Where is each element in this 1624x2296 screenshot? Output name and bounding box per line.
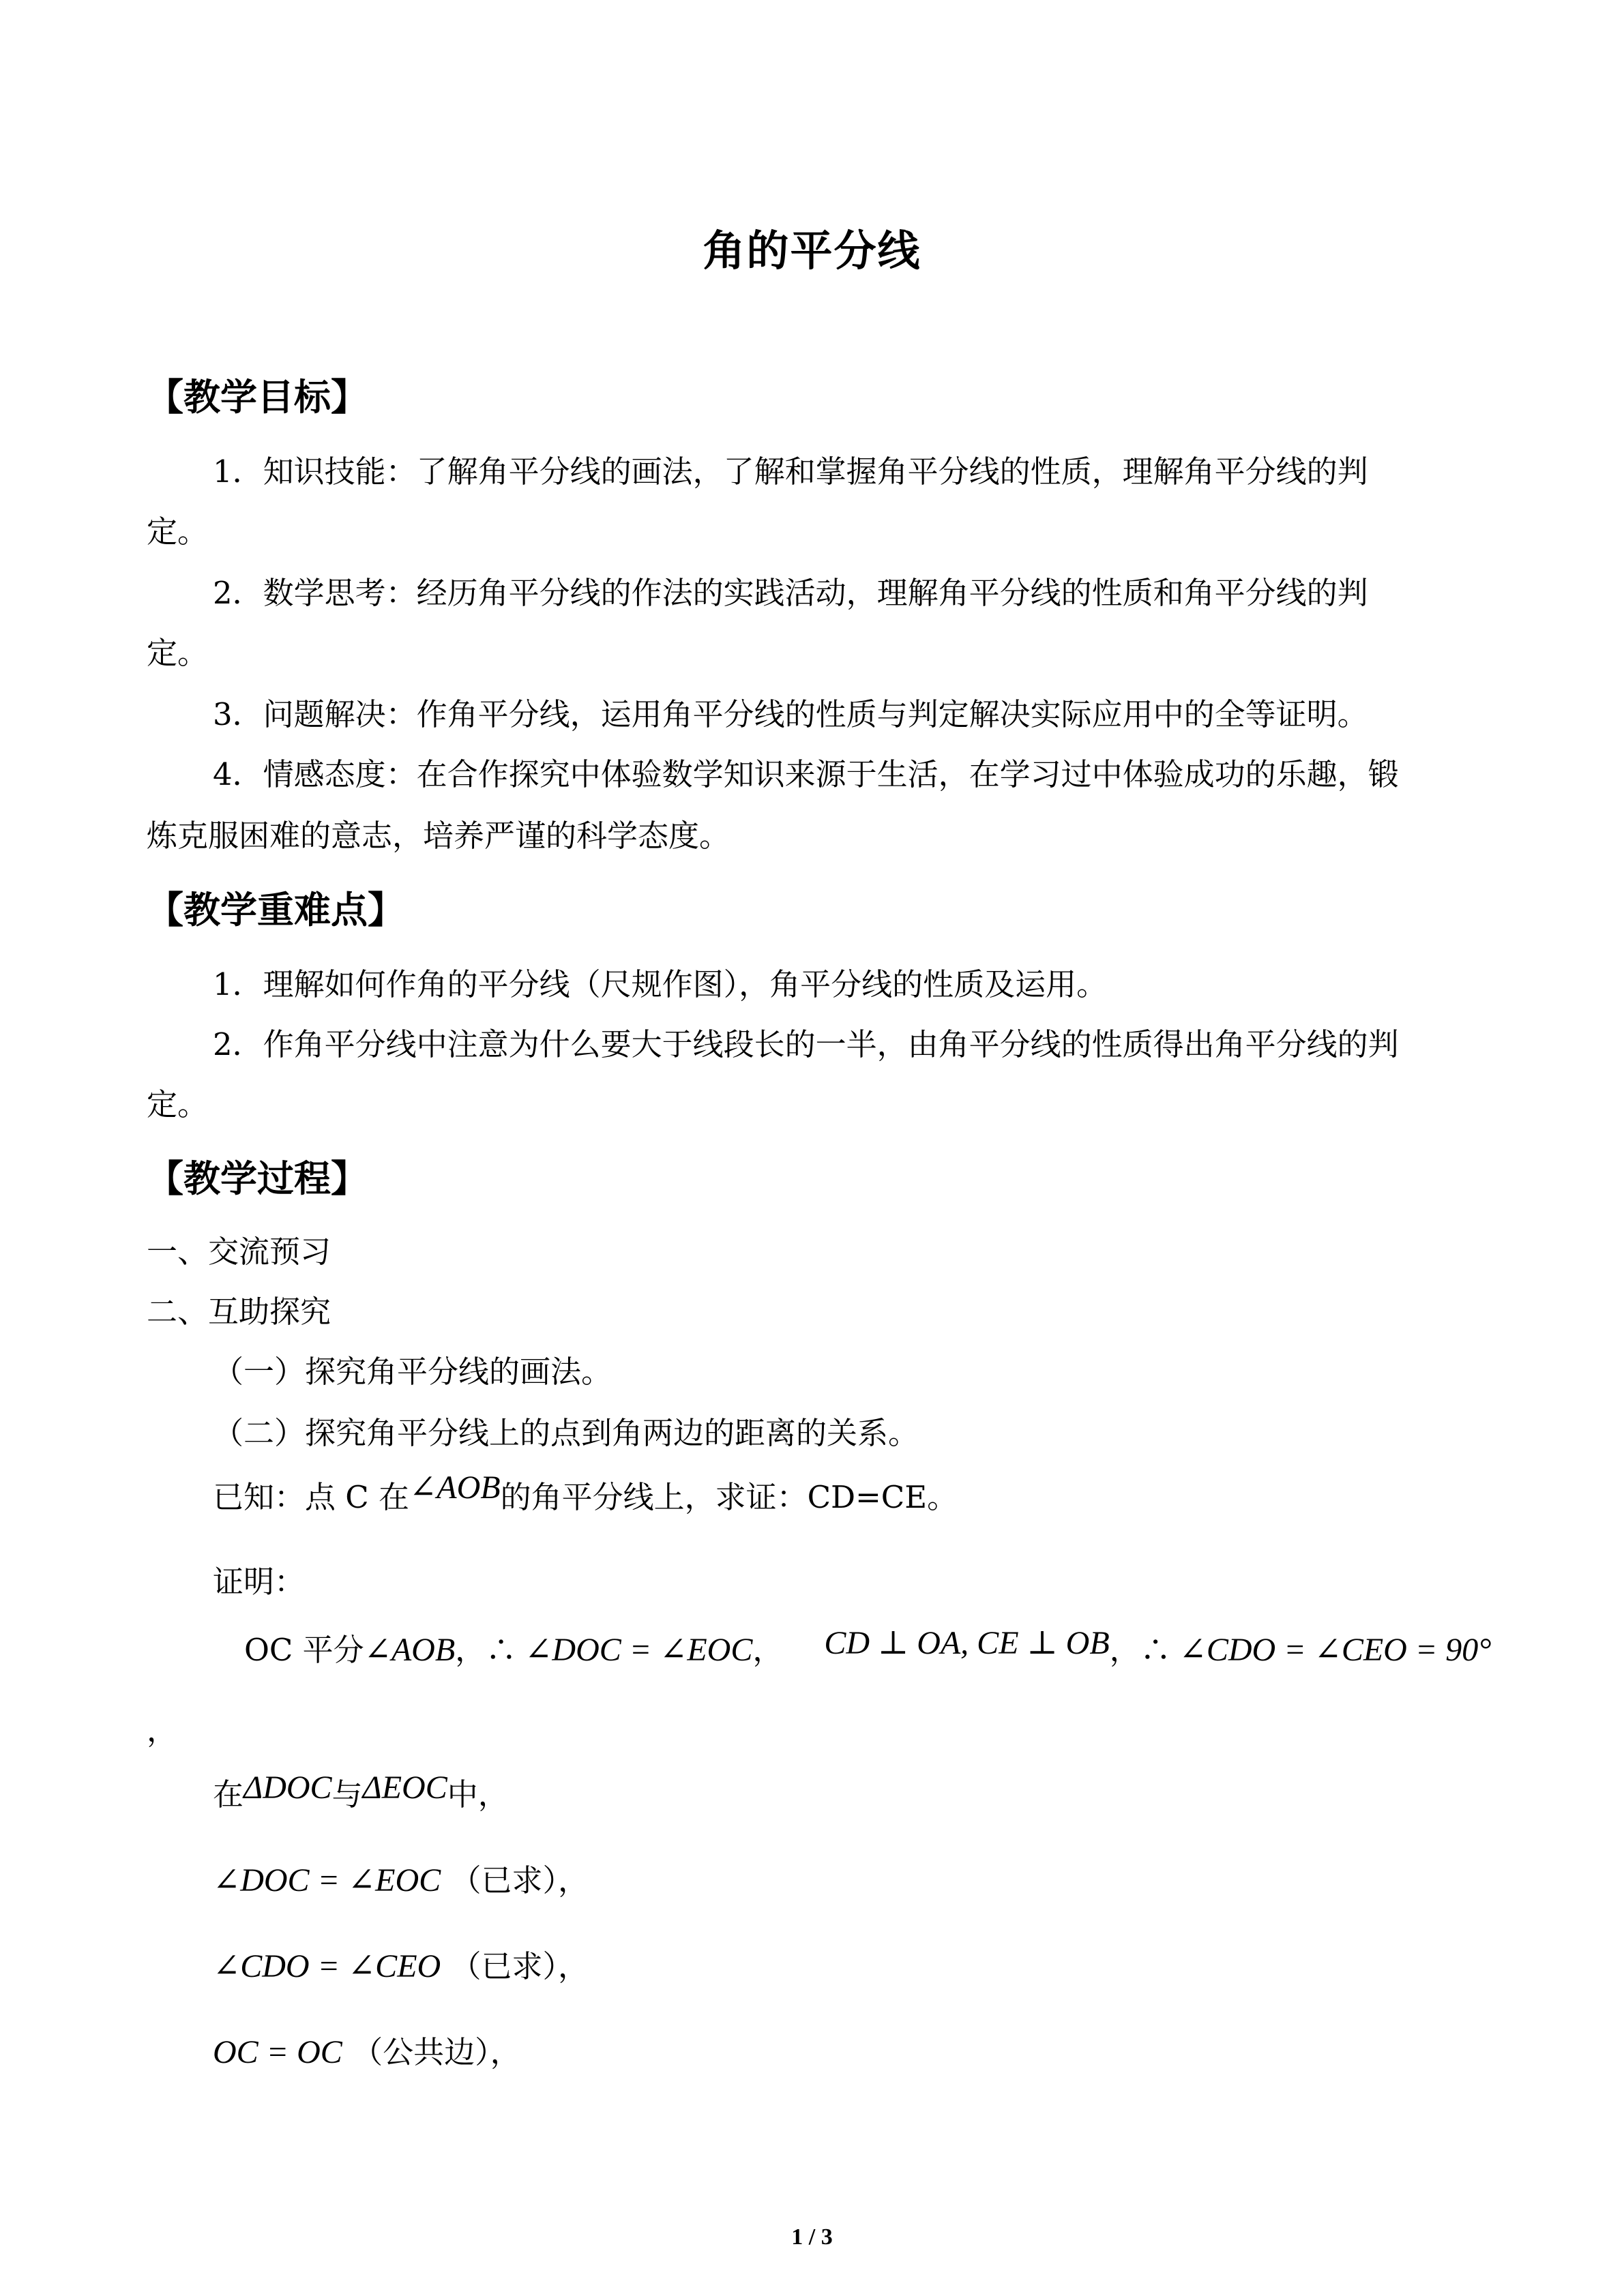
objective-4-line-1: 4．情感态度：在合作探究中体验数学知识来源于生活，在学习过中体验成功的乐趣，锻 [213, 756, 1399, 792]
in-suffix: 中， [447, 1776, 509, 1813]
key-point-2-line-1: 2．作角平分线中注意为什么要大于线段长的一半，由角平分线的性质得出角平分线的判 [213, 1026, 1399, 1062]
proof-sep-a: ，∴ [455, 1632, 517, 1668]
process-step-1: 一、交流预习 [147, 1234, 331, 1270]
section-heading-objectives: 【教学目标】 [147, 376, 368, 419]
triangle-statement [213, 1770, 509, 1814]
condition-3 [213, 2033, 521, 2072]
given-angle-math: ∠AOB [409, 1470, 501, 1506]
triangle-doc: ΔDOC [243, 1770, 332, 1806]
triangle-eoc: ΔEOC [362, 1770, 447, 1806]
section-heading-key-points: 【教学重难点】 [147, 889, 404, 931]
condition-1-math: ∠DOC = ∠EOC [213, 1862, 441, 1898]
process-step-2: 二、互助探究 [147, 1294, 331, 1330]
condition-2-note: （已求）， [450, 1948, 589, 1984]
in-prefix: 在 [213, 1776, 244, 1813]
proof-text-a: OC 平分 [244, 1632, 364, 1668]
proof-sep-c: ，∴ [1109, 1632, 1171, 1668]
proof-math-c: CD ⊥ OA, CE ⊥ OB [824, 1625, 1110, 1661]
page-title: 角的平分线 [703, 226, 921, 275]
condition-2-math: ∠CDO = ∠CEO [213, 1948, 441, 1984]
proof-trailing-comma: ， [147, 1712, 178, 1748]
objective-1-line-1: 1．知识技能：了解角平分线的画法，了解和掌握角平分线的性质，理解角平分线的判 [213, 453, 1368, 490]
objective-2-line-2: 定。 [147, 635, 209, 671]
section-heading-process: 【教学过程】 [147, 1157, 368, 1200]
key-point-1-line-1: 1．理解如何作角的平分线（尺规作图），角平分线的性质及运用。 [213, 966, 1108, 1002]
proof-sep-b: ， [752, 1632, 784, 1668]
given-prefix: 已知：点 C 在 [213, 1479, 410, 1515]
process-sub-1: （一）探究角平分线的画法。 [213, 1354, 612, 1390]
condition-1 [213, 1862, 589, 1900]
process-sub-2: （二）探究角平分线上的点到角两边的距离的关系。 [213, 1415, 919, 1451]
objective-1-line-2: 定。 [147, 513, 209, 550]
given-suffix: 的角平分线上，求证：CD=CE。 [500, 1479, 958, 1515]
condition-2 [213, 1948, 589, 1986]
proof-math-b: ∠DOC = ∠EOC [525, 1632, 753, 1668]
objective-2-line-1: 2．数学思考：经历角平分线的作法的实践活动，理解角平分线的性质和角平分线的判 [213, 575, 1368, 611]
objective-4-line-2: 炼克服困难的意志，培养严谨的科学态度。 [147, 818, 730, 854]
proof-line-1 [244, 1625, 1492, 1669]
objective-3-line-1: 3．问题解决：作角平分线，运用角平分线的性质与判定解决实际应用中的全等证明。 [213, 696, 1368, 732]
proof-label: 证明： [213, 1564, 306, 1600]
proof-math-d: ∠CDO = ∠CEO = 90° [1179, 1632, 1492, 1668]
condition-1-note: （已求）， [450, 1862, 589, 1898]
condition-3-math: OC = OC [213, 2034, 342, 2070]
page-number: 1 / 3 [791, 2224, 833, 2250]
condition-3-note: （公共边）， [352, 2034, 521, 2070]
in-mid: 与 [331, 1776, 363, 1813]
proof-math-a: ∠AOB [364, 1632, 456, 1668]
key-point-2-line-2: 定。 [147, 1086, 209, 1122]
given-statement [213, 1470, 958, 1517]
